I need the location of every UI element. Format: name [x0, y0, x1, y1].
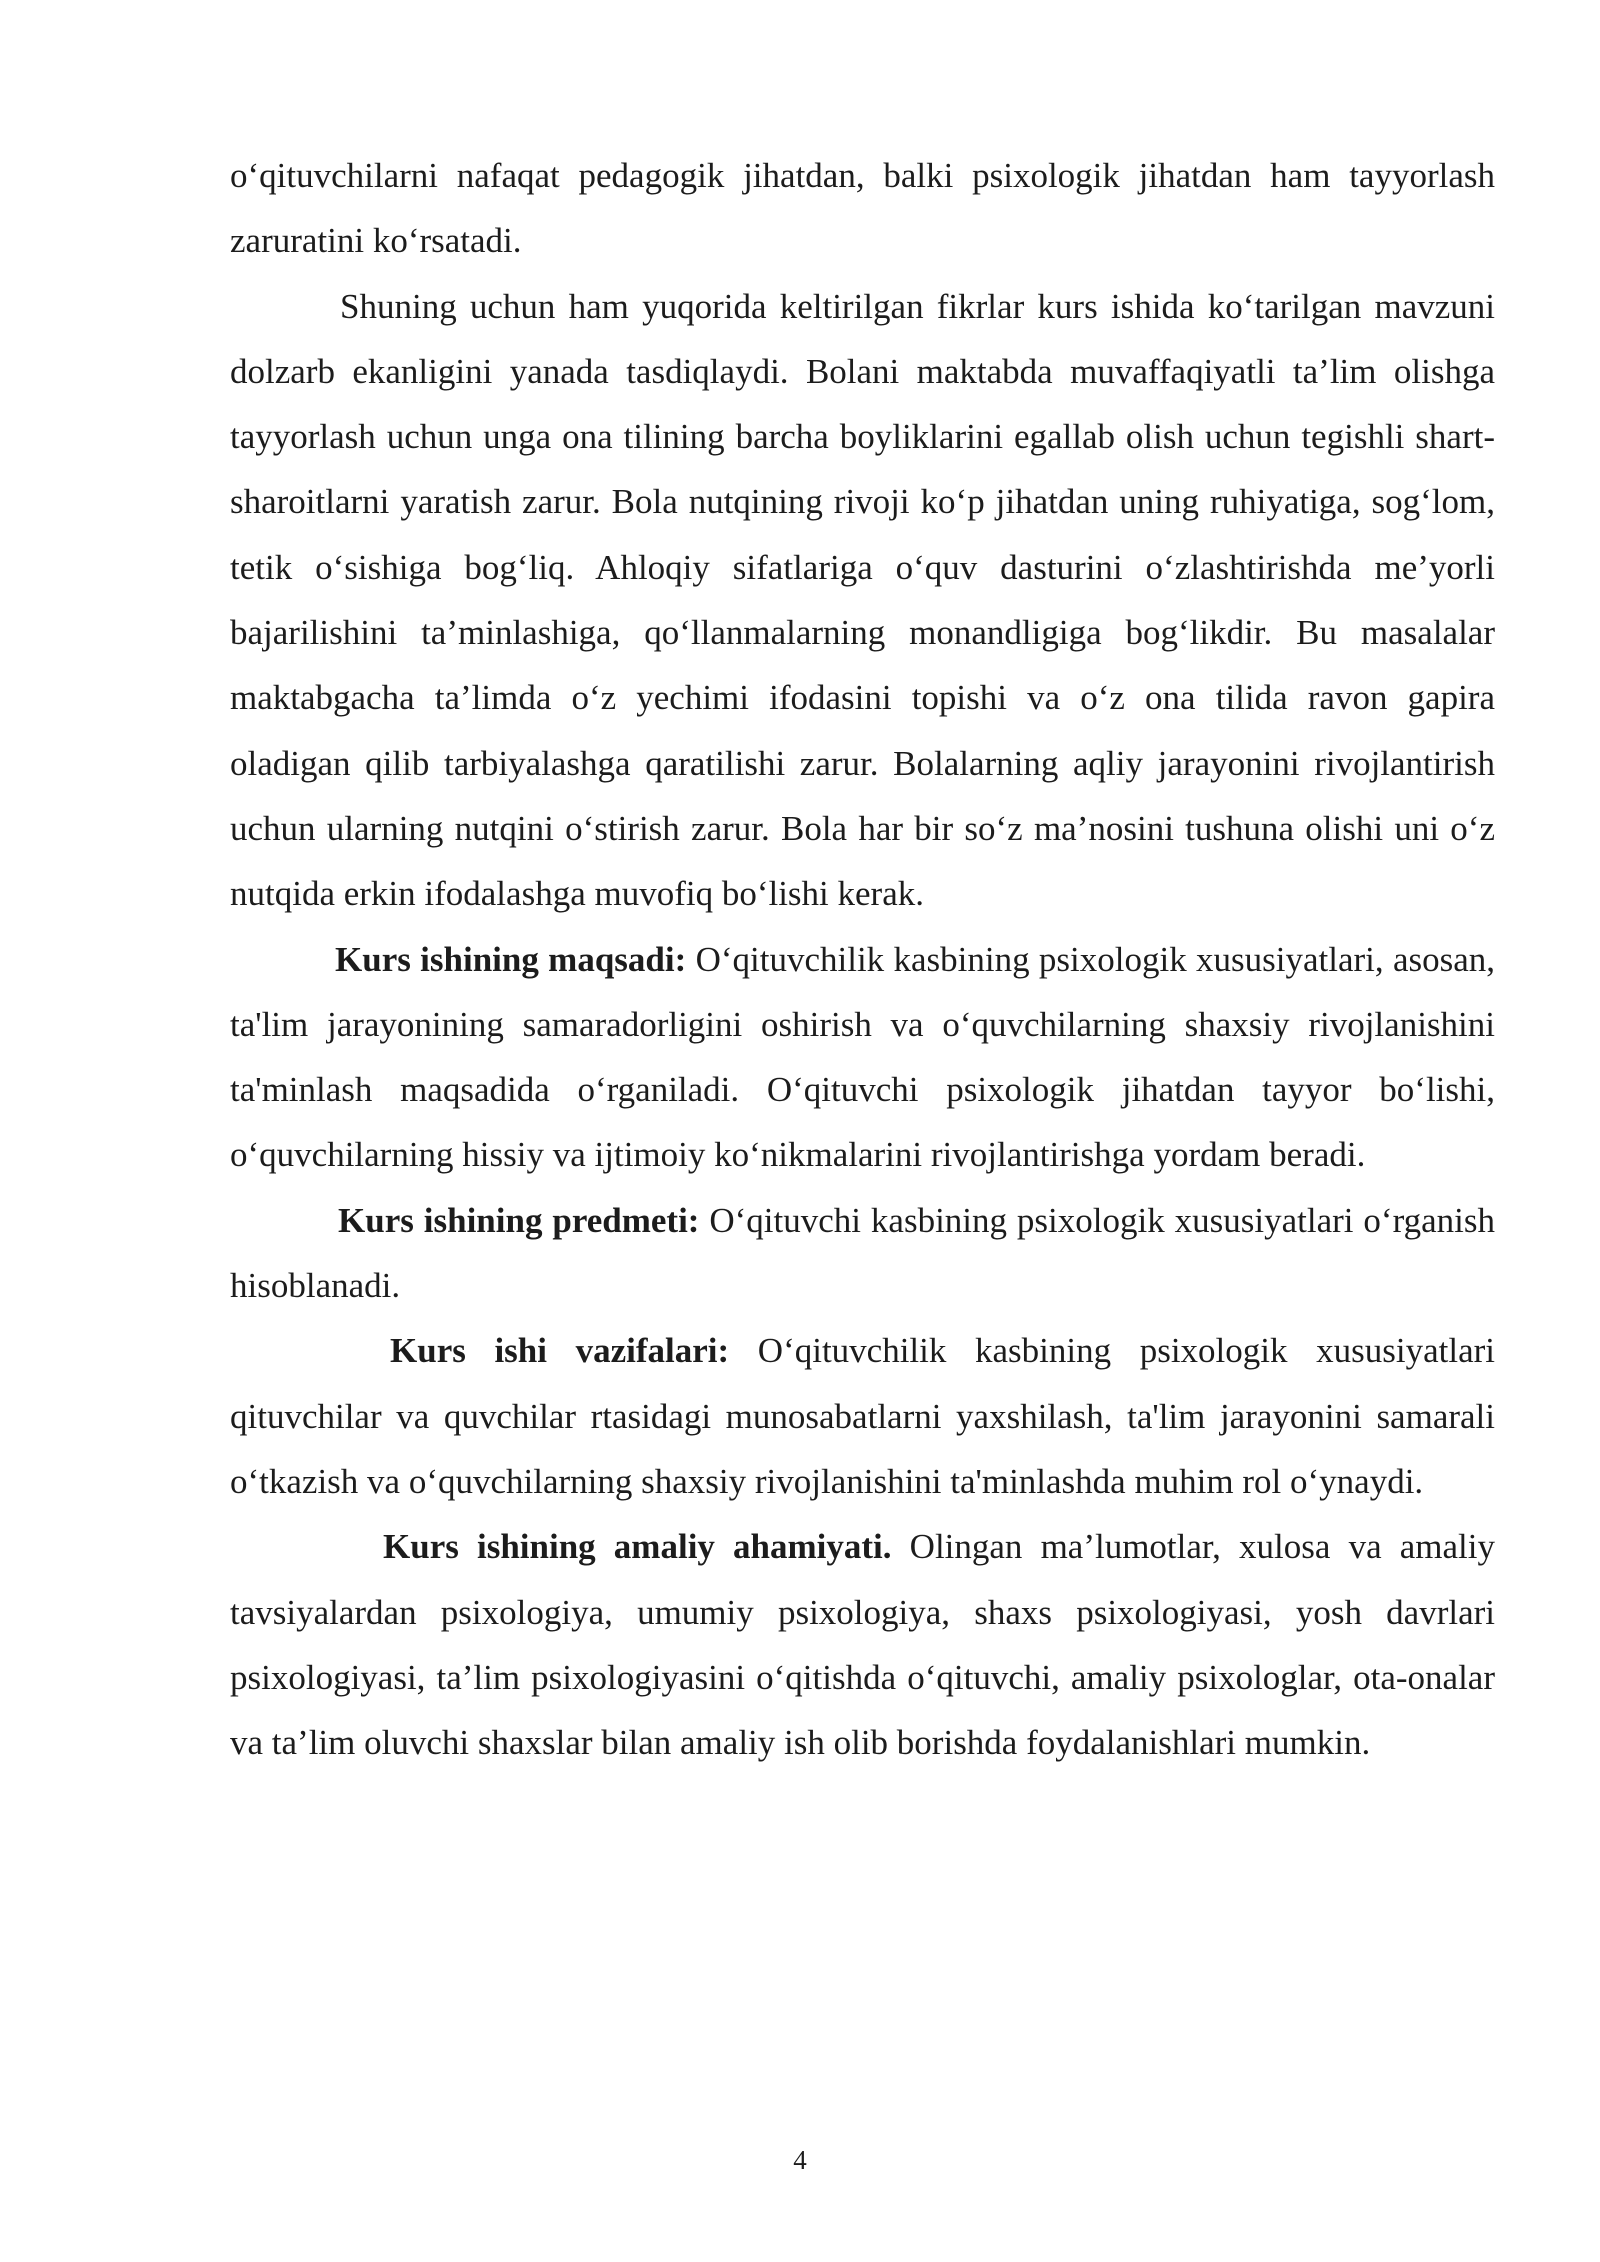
- paragraph-text: Olingan ma’lumotlar, xulosa va amaliy tavsiyalardan psixologiya, umumiy psixologiya, shaxs psixologiyasi, yosh davrlari psixologiyasi, ta’lim psixologiyasini o‘qitishda o‘qituvchi, amaliy psixologlar, ota-onalar va ta’lim oluvchi shaxslar bilan amaliy ish olib borishda foydalanishlari mumkin.: [230, 1527, 1495, 1763]
- paragraph-lead: Kurs ishining predmeti:: [338, 1200, 700, 1240]
- paragraph-course-goal: [230, 927, 1495, 1188]
- document-body: [230, 143, 1495, 1775]
- paragraph-practical-significance: [230, 1514, 1495, 1775]
- paragraph-text: O‘qituvchi kasbining psixologik xususiyatlari o‘rganish hisoblanadi.: [230, 1200, 1495, 1306]
- paragraph-course-tasks: [230, 1318, 1495, 1514]
- paragraph-topic-relevance: [230, 274, 1495, 927]
- page-number: 4: [793, 2145, 807, 2175]
- paragraph-text: O‘qituvchilik kasbining psixologik xususiyatlari, asosan, ta'lim jarayonining samaradorligini oshirish va o‘quvchilarning shaxsiy rivojlanishini ta'minlash maqsadida o‘rganiladi. O‘qituvchi psixologik jihatdan tayyor bo‘lishi, o‘quvchilarning hissiy va ijtimoiy ko‘nikmalarini rivojlantirishga yordam beradi.: [230, 939, 1496, 1175]
- paragraph-text: o‘qituvchilarni nafaqat pedagogik jihatdan, balki psixologik jihatdan ham tayyorlash zaruratini ko‘rsatadi.: [230, 156, 1495, 261]
- paragraph-lead: Kurs ishi vazifalari:: [390, 1331, 730, 1371]
- paragraph-lead: Kurs ishining maqsadi:: [335, 939, 687, 979]
- paragraph-text: Shuning uchun ham yuqorida keltirilgan fikrlar kurs ishida ko‘tarilgan mavzuni dolzarb ekanligini yanada tasdiqlaydi. Bolani maktabda muvaffaqiyatli ta’lim olishga tayyorlash uchun unga ona tilining barcha boyliklarini egallab olish uchun tegishli shart-sharoitlarni yaratish zarur. Bola nutqining rivoji ko‘p jihatdan uning ruhiyatiga, sog‘lom, tetik o‘sishiga bog‘liq. Ahloqiy sifatlariga o‘quv dasturini o‘zlashtirishda me’yorli bajarilishini ta’minlashiga, qo‘llanmalarning monandligiga bog‘likdir. Bu masalalar maktabgacha ta’limda o‘z yechimi ifodasini topishi va o‘z ona tilida ravon gapira oladigan qilib tarbiyalashga qaratilishi zarur. Bolalarning aqliy jarayonini rivojlantirish uchun ularning nutqini o‘stirish zarur. Bola har bir so‘z ma’nosini tushuna olishi uni o‘z nutqida erkin ifodalashga muvofiq bo‘lishi kerak.: [230, 286, 1495, 914]
- paragraph-text: O‘qituvchilik kasbining psixologik xususiyatlari qituvchilar va quvchilar rtasidagi munosabatlarni yaxshilash, ta'lim jarayonini samarali o‘tkazish va o‘quvchilarning shaxsiy rivojlanishini ta'minlashda muhim rol o‘ynaydi.: [230, 1331, 1495, 1501]
- paragraph-continuation: [230, 143, 1495, 274]
- paragraph-lead: Kurs ishining amaliy ahamiyati.: [383, 1527, 892, 1567]
- paragraph-course-subject: [230, 1188, 1495, 1319]
